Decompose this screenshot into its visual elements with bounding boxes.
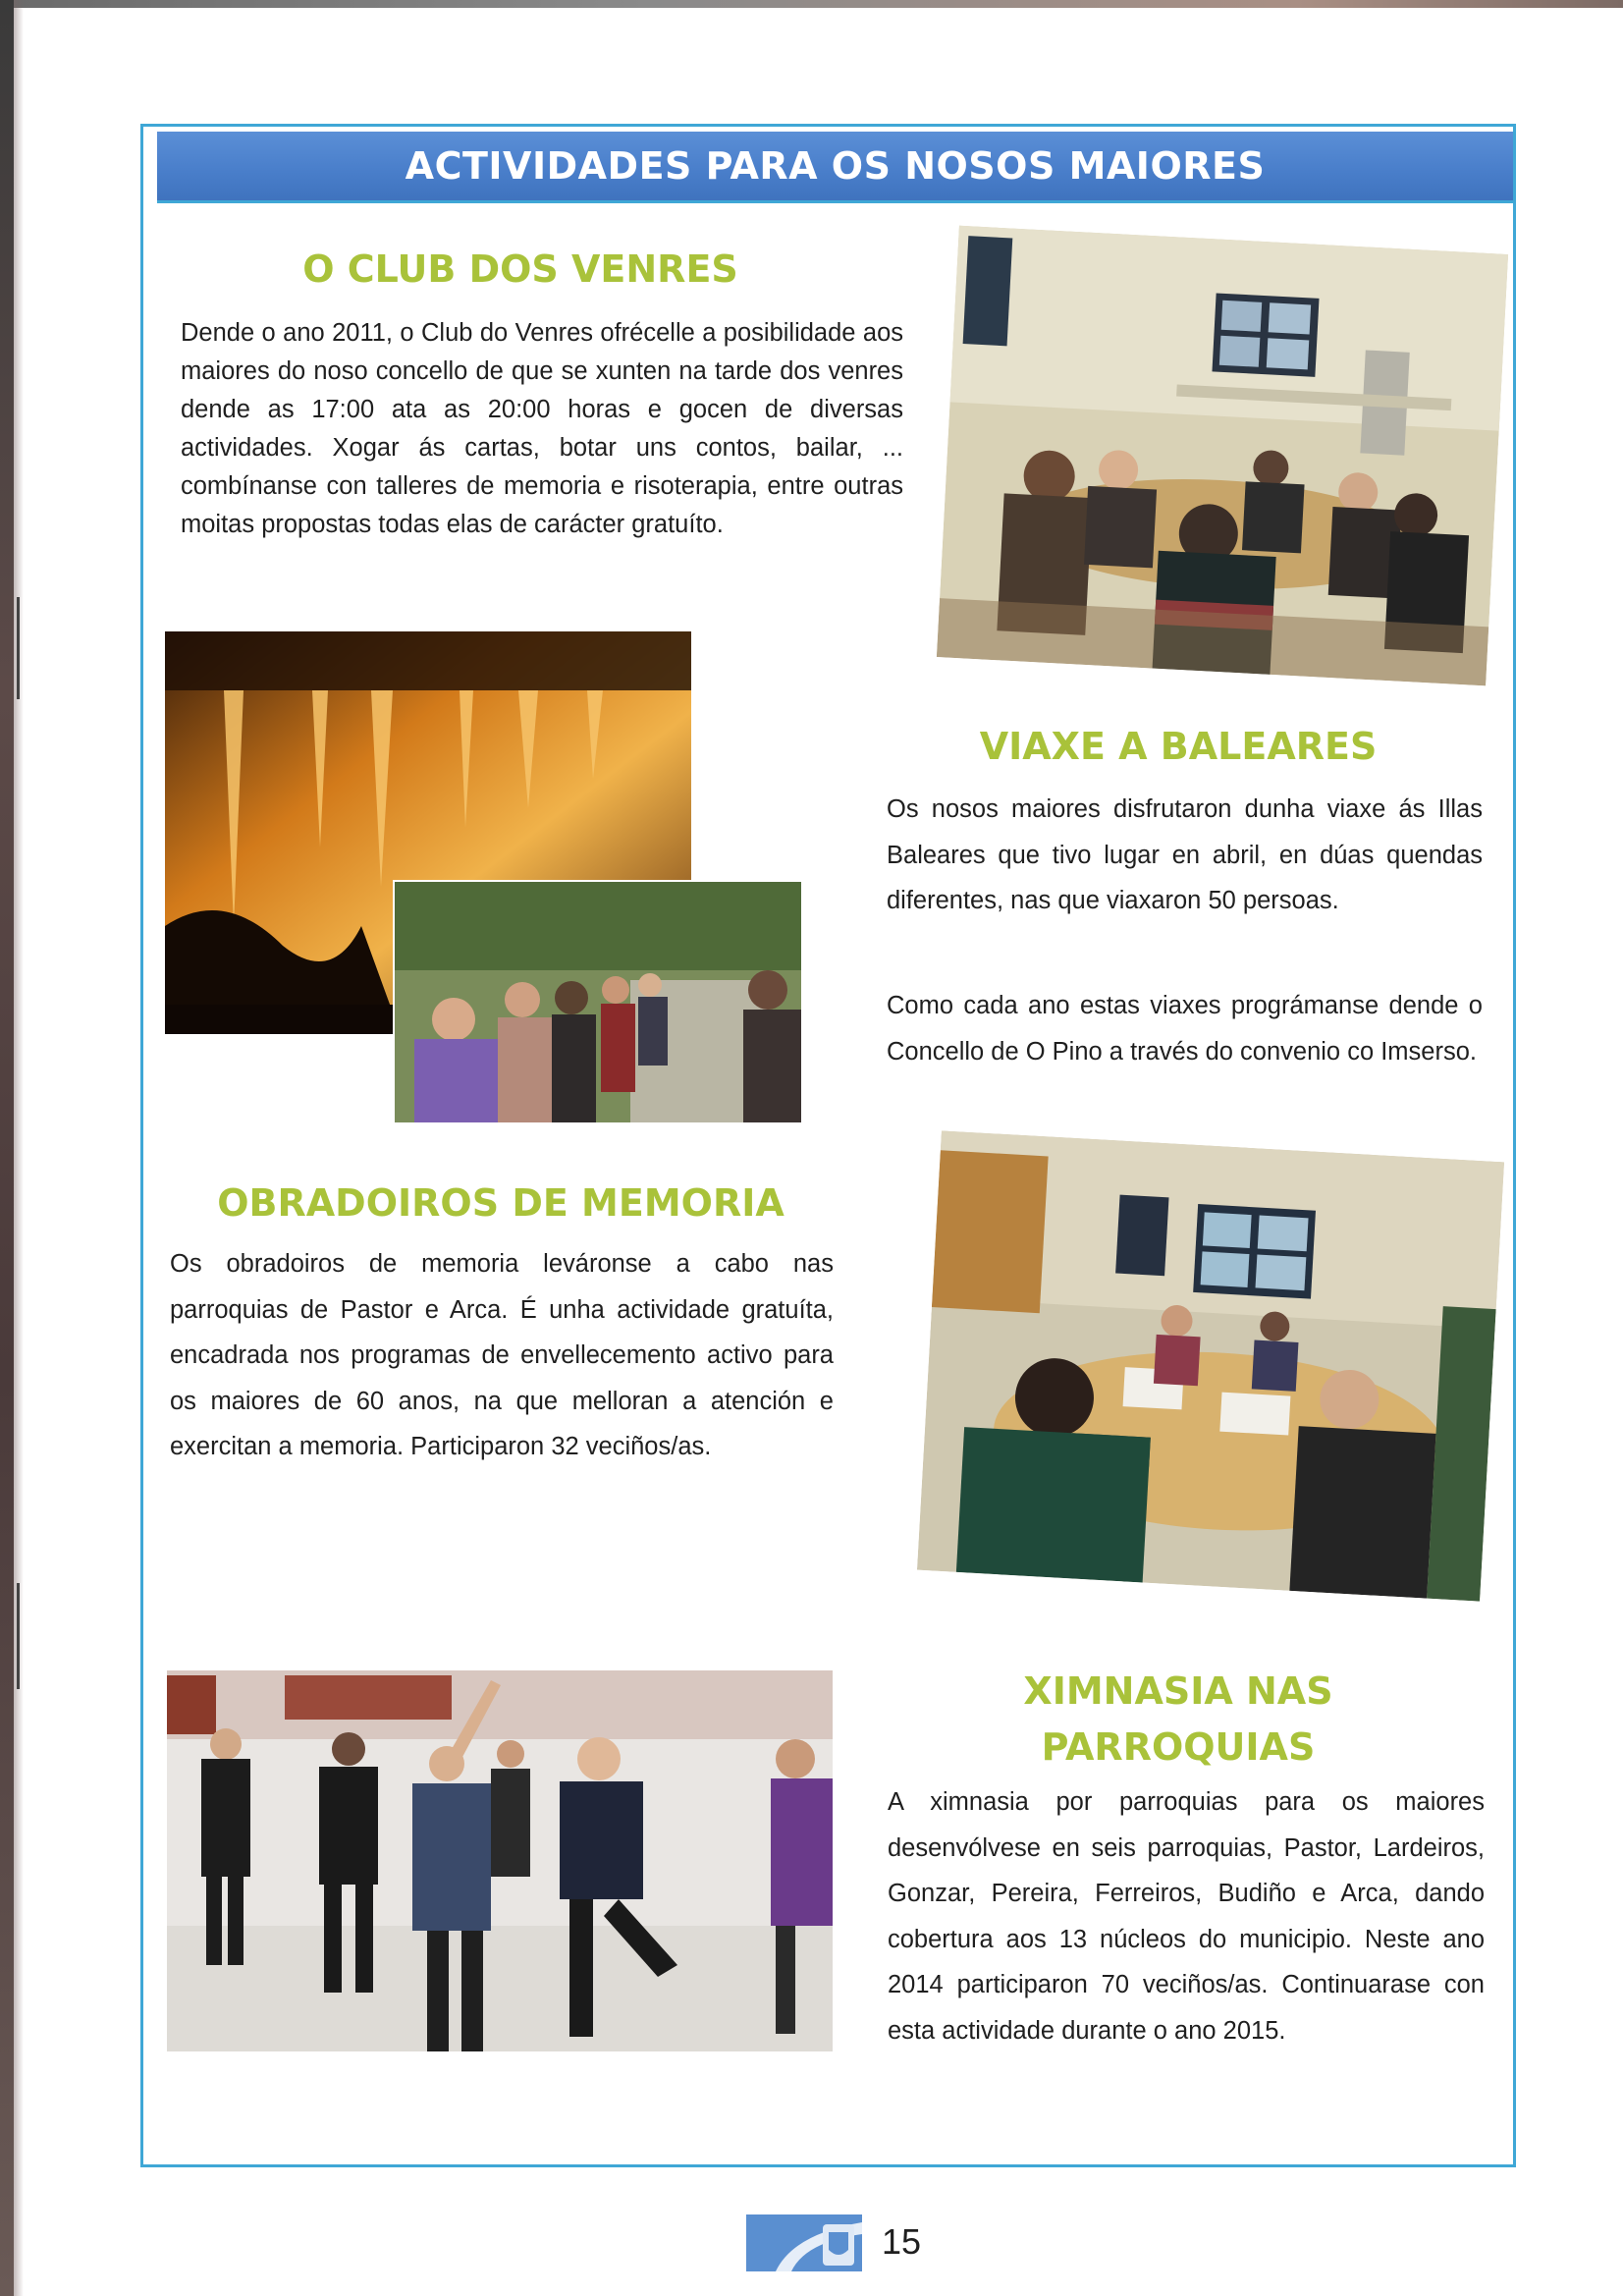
binding-mark-lower: [17, 1583, 20, 1689]
obradoiros-heading: OBRADOIROS DE MEMORIA: [217, 1181, 784, 1225]
memory-workshop-photo: [917, 1130, 1504, 1601]
scan-edge-top: [0, 0, 1623, 8]
obradoiros-paragraph: Os obradoiros de memoria leváronse a cabo nas parroquias de Pastor e Arca. É unha actividade gratuíta, encadrada nos programas de envellecemento activo para os maiores de 60 anos, na que melloran a atención e exercitan a memoria. Participaron 32 veciños/as.: [170, 1250, 834, 1460]
trip-group-photo: [393, 880, 803, 1124]
viaxe-heading: VIAXE A BALEARES: [979, 725, 1378, 768]
ximnasia-heading-line-1: XIMNASIA NAS: [1023, 1669, 1333, 1713]
scan-edge-left: [0, 0, 14, 2296]
ximnasia-paragraph: A ximnasia por parroquias para os maiores desenvólvese en seis parroquias, Pastor, Lardeiros, Gonzar, Pereira, Ferreiros, Budiño e Arca, dando cobertura aos 13 núcleos do municipio. Neste ano 2014 participaron 70 veciños/as. Continuarase con esta actividade durante o ano 2015.: [888, 1788, 1485, 2045]
club-photo-card-players: [937, 226, 1508, 686]
page-number: 15: [882, 2221, 922, 2262]
club-paragraph: Dende o ano 2011, o Club do Venres ofrécelle a posibilidade aos maiores do noso concello de que se xunten na tarde dos venres dende as 17:00 ata as 20:00 horas e gocen de diversas actividades. Xogar ás cartas, botar uns contos, bailar, ... combínanse con talleres de memoria e risoterapia, entre outras moitas propostas todas elas de carácter gratuíto.: [181, 319, 903, 538]
viaxe-paragraph-1: Os nosos maiores disfrutaron dunha viaxe ás Illas Baleares que tivo lugar en abril, en dúas quendas diferentes, nas que viaxaron 50 persoas.: [887, 795, 1483, 914]
binding-mark-upper: [17, 597, 20, 699]
club-heading: O CLUB DOS VENRES: [302, 247, 738, 291]
viaxe-paragraph-2: Como cada ano estas viaxes prográmanse dende o Concello de O Pino a través do convenio co Imserso.: [887, 992, 1483, 1066]
o-pino-logo: [746, 2214, 862, 2271]
page-title: ACTIVIDADES PARA OS NOSOS MAIORES: [405, 144, 1266, 188]
gym-class-photo: [167, 1670, 833, 2051]
ximnasia-heading-line-2: PARROQUIAS: [1041, 1725, 1316, 1769]
scan-shadow-left: [14, 0, 24, 2296]
